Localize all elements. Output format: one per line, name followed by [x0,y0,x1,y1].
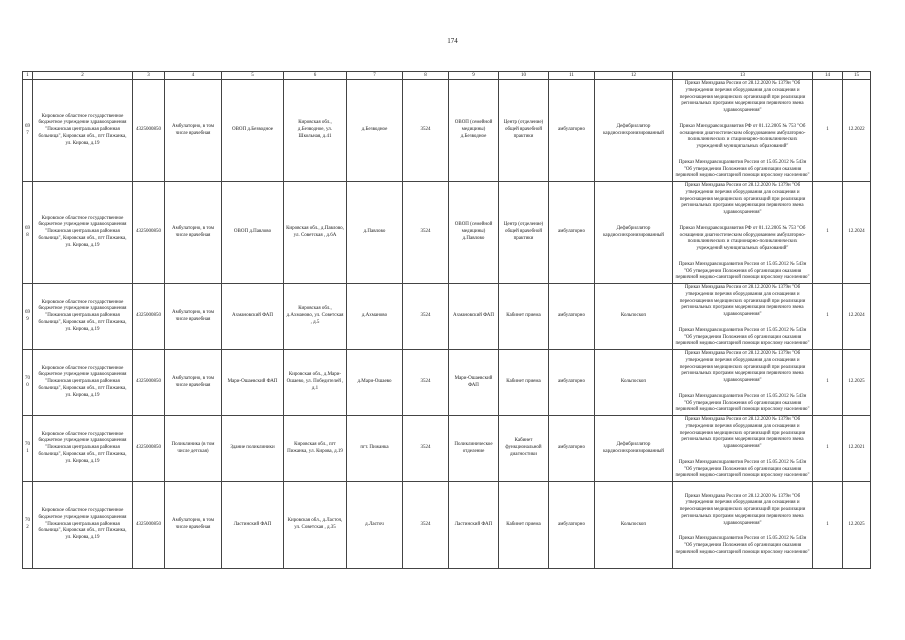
locality-cell: д.Павлово [347,182,403,284]
care-type-cell: Амбулаторно, в том числе врачебная [165,182,222,284]
date-cell: 12.2024 [843,182,871,284]
room-cell: Кабинет приема [499,482,549,569]
regulation-text: Приказ Минздрава России от 28.12.2020 № 1379н "Об утверждении перечня оборудования для оснащения и переоснащения медицинских организаций при реализации региональных программ модернизации первичного звена здравоохранения" [679,493,806,526]
regulation-text: Приказ Минздравсоцразвития России от 15.05.2012 № 543н "Об утверждении Положения об организации оказания первичной медико-санитарной помощи взрослому населению" [675,159,810,179]
regulation-cell [673,284,813,350]
organization-cell: Кировское областное государственное бюджетное учреждение здравоохранения "Пижанская центральная районная больница", Кировская обл., пгт Пижанка, ул. Кирова, д.19 [33,182,133,284]
equipment-cell: Кольпоскоп [595,350,673,416]
regulation-text: Приказ Минздравсоцразвития РФ от 01.12.2005 № 753 "Об оснащении диагностическим оборудованием амбулаторно-поликлинических и стационарно-поликлинических учреждений муниципальных образований" [679,225,806,251]
column-number: 5 [222,72,284,80]
inn-cell: 4325000850 [133,482,165,569]
care-type-cell: Амбулаторно, в том числе врачебная [165,350,222,416]
column-number: 1 [23,72,33,80]
date-cell: 12.2024 [843,284,871,350]
unit-name-cell: Ахмановский ФАП [222,284,284,350]
column-number: 3 [133,72,165,80]
organization-cell: Кировское областное государственное бюджетное учреждение здравоохранения "Пижанская центральная районная больница", Кировская обл., пгт Пижанка, ул. Кирова, д.19 [33,416,133,482]
regulation-text: Приказ Минздрава России от 28.12.2020 № 1379н "Об утверждении перечня оборудования для оснащения и переоснащения медицинских организаций при реализации региональных программ модернизации первичного звена здравоохранения" [679,417,806,449]
subdivision-cell: ОВОП (семейной медицины) д.Павлово [449,182,499,284]
quantity-cell: 1 [813,350,843,416]
quantity-cell: 1 [813,482,843,569]
equipment-cell: Дефибриллятор кардиосинхронизированный [595,80,673,182]
regulation-text: Приказ Минздравсоцразвития РФ от 01.12.2005 № 753 "Об оснащении диагностическим оборудованием амбулаторно-поликлинических и стационарно-поликлинических учреждений муниципальных образований" [679,123,806,149]
date-cell: 12.2025 [843,482,871,569]
row-number-cell: 700 [23,350,33,416]
regulation-cell [673,350,813,416]
address-cell: Кировская обл., д.Павлово, ул. Советская , д.6А [284,182,347,284]
date-cell: 12.2025 [843,350,871,416]
column-number: 12 [595,72,673,80]
care-type-cell: Амбулаторно, в том числе врачебная [165,482,222,569]
organization-cell: Кировское областное государственное бюджетное учреждение здравоохранения "Пижанская центральная районная больница", Кировская обл., пгт Пижанка, ул. Кирова, д.19 [33,80,133,182]
unit-name-cell: Мари-Ошаевский ФАП [222,350,284,416]
column-number: 4 [165,72,222,80]
subdivision-cell: Поликлиническое отделение [449,416,499,482]
unit-name-cell: ОВОП д.Павлово [222,182,284,284]
row-number-cell: 702 [23,482,33,569]
care-type-cell: Амбулаторно, в том числе врачебная [165,284,222,350]
column-number: 11 [549,72,595,80]
care-condition-cell: амбулаторно [549,350,595,416]
locality-cell: д.Ласточ [347,482,403,569]
equipment-cell: Кольпоскоп [595,284,673,350]
regulation-cell [673,416,813,482]
region-code-cell: 3524 [403,182,449,284]
column-number: 8 [403,72,449,80]
equipment-registry-table [22,71,871,569]
regulation-cell [673,80,813,182]
date-cell: 12.2022 [843,80,871,182]
column-number: 15 [843,72,871,80]
inn-cell: 4325000850 [133,350,165,416]
unit-name-cell: ОВОП д.Безводное [222,80,284,182]
subdivision-cell: Мари-Ошаевский ФАП [449,350,499,416]
equipment-cell: Дефибриллятор кардиосинхронизированный [595,182,673,284]
row-number-cell: 697 [23,80,33,182]
subdivision-cell: ОВОП (семейной медицины) д.Безводное [449,80,499,182]
inn-cell: 4325000850 [133,182,165,284]
organization-cell: Кировское областное государственное бюджетное учреждение здравоохранения "Пижанская центральная районная больница", Кировская обл., пгт Пижанка, ул. Кирова, д.19 [33,284,133,350]
table-row [23,416,871,482]
unit-name-cell: Ластинский ФАП [222,482,284,569]
care-condition-cell: амбулаторно [549,182,595,284]
date-cell: 12.2021 [843,416,871,482]
regulation-text: Приказ Минздрава России от 28.12.2020 № 1379н "Об утверждении перечня оборудования для оснащения и переоснащения медицинских организаций при реализации региональных программ модернизации первичного звена здравоохранения" [679,285,806,317]
column-number: 7 [347,72,403,80]
region-code-cell: 3524 [403,350,449,416]
locality-cell: д.Безводное [347,80,403,182]
regulation-text: Приказ Минздрава России от 28.12.2020 № 1379н "Об утверждении перечня оборудования для оснащения и переоснащения медицинских организаций при реализации региональных программ модернизации первичного звена здравоохранения" [679,351,806,383]
equipment-cell: Кольпоскоп [595,482,673,569]
room-cell: Центр (отделение) общей врачебной практики [499,80,549,182]
regulation-text: Приказ Минздравсоцразвития России от 15.05.2012 № 543н "Об утверждении Положения об организации оказания первичной медико-санитарной помощи взрослому населению" [675,536,810,555]
room-cell: Кабинет приема [499,284,549,350]
row-number-cell: 698 [23,182,33,284]
locality-cell: д.Ахманово [347,284,403,350]
equipment-cell: Дефибриллятор кардиосинхронизированный [595,416,673,482]
region-code-cell: 3524 [403,482,449,569]
room-cell: Кабинет приема [499,350,549,416]
care-type-cell: Амбулаторно, в том числе врачебная [165,80,222,182]
subdivision-cell: Ахмановский ФАП [449,284,499,350]
table-row [23,284,871,350]
table-row [23,182,871,284]
region-code-cell: 3524 [403,416,449,482]
region-code-cell: 3524 [403,284,449,350]
column-number: 2 [33,72,133,80]
address-cell: Кировская обл., пгт Пижанка, ул. Кирова, д.19 [284,416,347,482]
table-row [23,350,871,416]
column-number: 14 [813,72,843,80]
regulation-text: Приказ Минздрава России от 28.12.2020 № 1379н "Об утверждении перечня оборудования для оснащения и переоснащения медицинских организаций при реализации региональных программ модернизации первичного звена здравоохранения" [679,81,806,113]
care-condition-cell: амбулаторно [549,482,595,569]
regulation-cell [673,182,813,284]
table-row [23,482,871,569]
column-number: 10 [499,72,549,80]
column-number: 13 [673,72,813,80]
care-type-cell: Поликлиника (в том числе детская) [165,416,222,482]
regulation-cell [673,482,813,569]
quantity-cell: 1 [813,80,843,182]
room-cell: Центр (отделение) общей врачебной практики [499,182,549,284]
address-cell: Кировская обл., д.Безводное, ул. Школьная, д.41 [284,80,347,182]
regulation-text: Приказ Минздравсоцразвития России от 15.05.2012 № 543н "Об утверждении Положения об организации оказания первичной медико-санитарной помощи взрослому населению" [675,327,810,347]
quantity-cell: 1 [813,284,843,350]
care-condition-cell: амбулаторно [549,284,595,350]
inn-cell: 4325000850 [133,284,165,350]
region-code-cell: 3524 [403,80,449,182]
column-number: 9 [449,72,499,80]
row-number-cell: 701 [23,416,33,482]
row-number-cell: 699 [23,284,33,350]
quantity-cell: 1 [813,416,843,482]
column-number: 6 [284,72,347,80]
care-condition-cell: амбулаторно [549,416,595,482]
room-cell: Кабинет функциональной диагностики [499,416,549,482]
regulation-text: Приказ Минздравсоцразвития России от 15.05.2012 № 543н "Об утверждении Положения об организации оказания первичной медико-санитарной помощи взрослому населению" [675,459,810,479]
regulation-text: Приказ Минздрава России от 28.12.2020 № 1379н "Об утверждении перечня оборудования для оснащения и переоснащения медицинских организаций при реализации региональных программ модернизации первичного звена здравоохранения" [679,183,806,215]
column-number-row [23,72,871,80]
regulation-text: Приказ Минздравсоцразвития России от 15.05.2012 № 543н "Об утверждении Положения об организации оказания первичной медико-санитарной помощи взрослому населению" [675,261,810,281]
table-row [23,80,871,182]
inn-cell: 4325000850 [133,416,165,482]
regulation-text: Приказ Минздравсоцразвития России от 15.05.2012 № 543н "Об утверждении Положения об организации оказания первичной медико-санитарной помощи взрослому населению" [675,393,810,413]
page-number: 174 [447,37,458,45]
address-cell: Кировская обл., д.Ласточ, ул. Советская , д.35 [284,482,347,569]
address-cell: Кировская обл., д.Ахманово, ул. Советская , д.5 [284,284,347,350]
care-condition-cell: амбулаторно [549,80,595,182]
unit-name-cell: Здание поликлиники [222,416,284,482]
locality-cell: пгт. Пижанка [347,416,403,482]
organization-cell: Кировское областное государственное бюджетное учреждение здравоохранения "Пижанская центральная районная больница", Кировская обл., пгт Пижанка, ул. Кирова, д.19 [33,350,133,416]
inn-cell: 4325000850 [133,80,165,182]
locality-cell: д.Мари-Ошаево [347,350,403,416]
subdivision-cell: Ластинский ФАП [449,482,499,569]
address-cell: Кировская обл., д.Мари-Ошаево, ул. Победителей , д.1 [284,350,347,416]
quantity-cell: 1 [813,182,843,284]
organization-cell: Кировское областное государственное бюджетное учреждение здравоохранения "Пижанская центральная районная больница", Кировская обл., пгт Пижанка, ул. Кирова, д.19 [33,482,133,569]
